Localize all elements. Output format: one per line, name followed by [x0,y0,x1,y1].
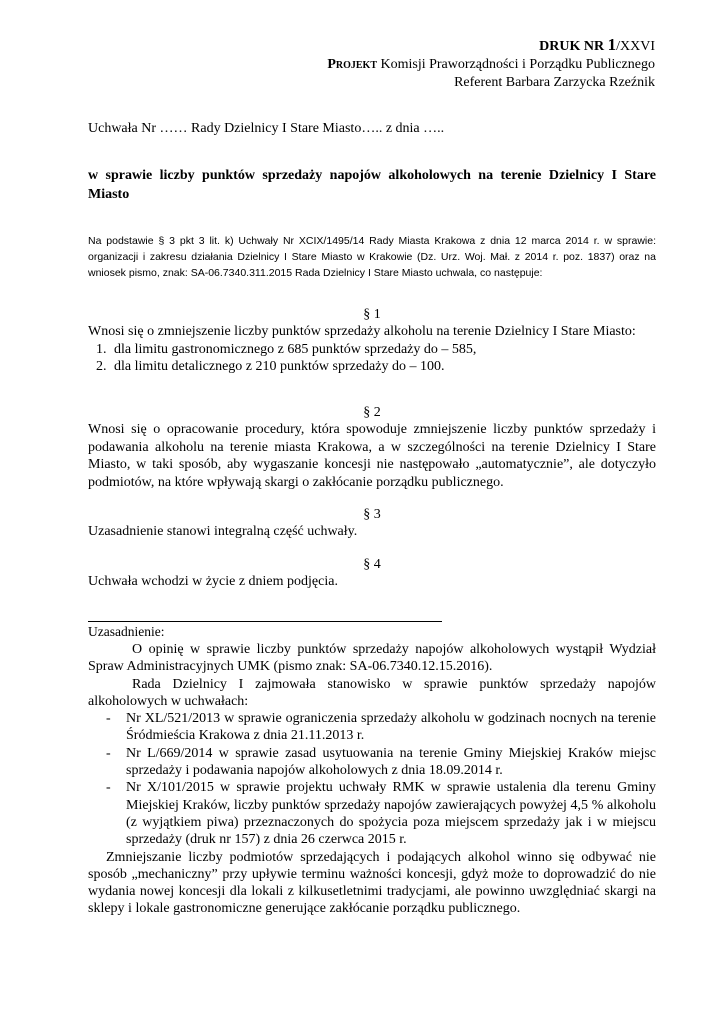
section-4-mark: § 4 [363,557,381,572]
separator-line [88,621,442,622]
druk-number: 1 [607,35,617,54]
justification-paragraph-3: Zmniejszanie liczby podmiotów sprzedających i podających alkohol winno się odbywać nie sposób „mechaniczny” przy upływie terminu ważności koncesji, gdyż może to doprowadzić do nie wydania nowej koncesji dla lokali z kilkusetletnimi tradycjami, ale powinno uwzględniać skargi na sklepy i lokale gastronomiczne generujące zakłócanie porządku publicznego. [88,849,656,917]
dash-bullet: - [106,711,111,727]
legal-basis: Na podstawie § 3 pkt 3 lit. k) Uchwały Nr XCIX/1495/14 Rady Miasta Krakowa z dnia 12 marca 2014 r. w sprawie: organizacji i zakresu działania Dzielnicy I Stare Miasto w Krakowie (Dz. Urz. Woj. Mał. z 2014 r. poz. 1837) oraz na wniosek pismo, znak: SA-06.7340.311.2015 Rada Dzielnicy I Stare Miasto uchwala, co następuje: [88,235,656,279]
list-item [88,745,656,780]
list-item-text: Nr X/101/2015 w sprawie projektu uchwały RMK w sprawie ustalenia dla terenu Gminy Miejskiej Kraków, liczby punktów sprzedaży napojów zawierających powyżej 4,5 % alkoholu (z wyjątkiem piwa) przeznaczonych do spożycia poza miejscem sprzedaży jak i w miejscu sprzedaży (druk nr 157) z dnia 26 czerwca 2015 r. [126,780,656,848]
resolution-title-line: Uchwała Nr …… Rady Dzielnicy I Stare Miasto….. z dnia ….. [88,121,445,136]
list-item: 1. dla limitu gastronomicznego z 685 punktów sprzedaży do – 585, [110,341,656,359]
section-1-mark: § 1 [363,307,381,322]
projekt-label: Projekt [327,57,377,72]
dash-bullet: - [106,780,111,796]
section-2 [88,405,656,491]
projekt-line [327,56,655,74]
druk-number-line [327,36,655,56]
list-item-text: Nr L/669/2014 w sprawie zasad usytuowania na terenie Gminy Miejskiej Kraków miejsc sprzedaży i podawania napojów alkoholowych z dnia 18.09.2014 r. [126,745,656,779]
dash-bullet: - [106,745,111,761]
druk-suffix: /XXVI [616,39,655,54]
section-3-mark: § 3 [363,507,381,522]
list-item: 2. dla limitu detalicznego z 210 punktów sprzedaży do – 100. [110,358,656,376]
referent-line: Referent Barbara Zarzycka Rzeźnik [454,75,655,90]
section-4-text: Uchwała wchodzi w życie z dniem podjęcia. [88,574,338,589]
list-item-text: Nr XL/521/2013 w sprawie ograniczenia sprzedaży alkoholu w godzinach nocnych na terenie Śródmieścia Krakowa z dnia 21.11.2013 r. [126,711,656,744]
document-header [327,36,655,92]
section-2-mark: § 2 [363,405,381,420]
section-2-text: Wnosi się o opracowanie procedury, która spowoduje zmniejszenie liczby punktów sprzedaży i podawania alkoholu na terenie miasta Krakowa, a w szczególności na terenie Dzielnicy I Stare Miasto, w taki sposób, aby wygaszanie koncesji nie następowało „automatycznie”, ale dotyczyło podmiotów, na które wpływają skargi o zakłócanie porządku publicznego. [88,422,656,490]
justification-body [88,641,656,918]
justification-paragraph-1: O opinię w sprawie liczby punktów sprzedaży napojów alkoholowych wystąpił Wydział Spraw Administracyjnych UMK (pismo znak: SA-06.7340.12.15.2016). [88,642,656,675]
list-item [88,779,656,848]
section-1-text: Wnosi się o zmniejszenie liczby punktów sprzedaży alkoholu na terenie Dzielnicy I Stare Miasto: [88,324,636,339]
section-3-text: Uzasadnienie stanowi integralną część uchwały. [88,524,358,539]
section-1 [88,307,656,376]
resolutions-list [88,710,656,848]
justification-label: Uzasadnienie: [88,624,165,639]
projekt-committee: Komisji Praworządności i Porządku Publicznego [376,57,655,72]
list-item [88,710,656,745]
druk-label: DRUK NR [539,39,608,54]
resolution-subject: w sprawie liczby punktów sprzedaży napojów alkoholowych na terenie Dzielnicy I Stare Miasto [88,168,656,202]
section-4 [88,557,656,591]
justification-paragraph-2: Rada Dzielnicy I zajmowała stanowisko w sprawie punktów sprzedaży napojów alkoholowych w uchwałach: [88,676,656,709]
section-1-list [88,341,656,376]
section-3 [88,507,656,541]
